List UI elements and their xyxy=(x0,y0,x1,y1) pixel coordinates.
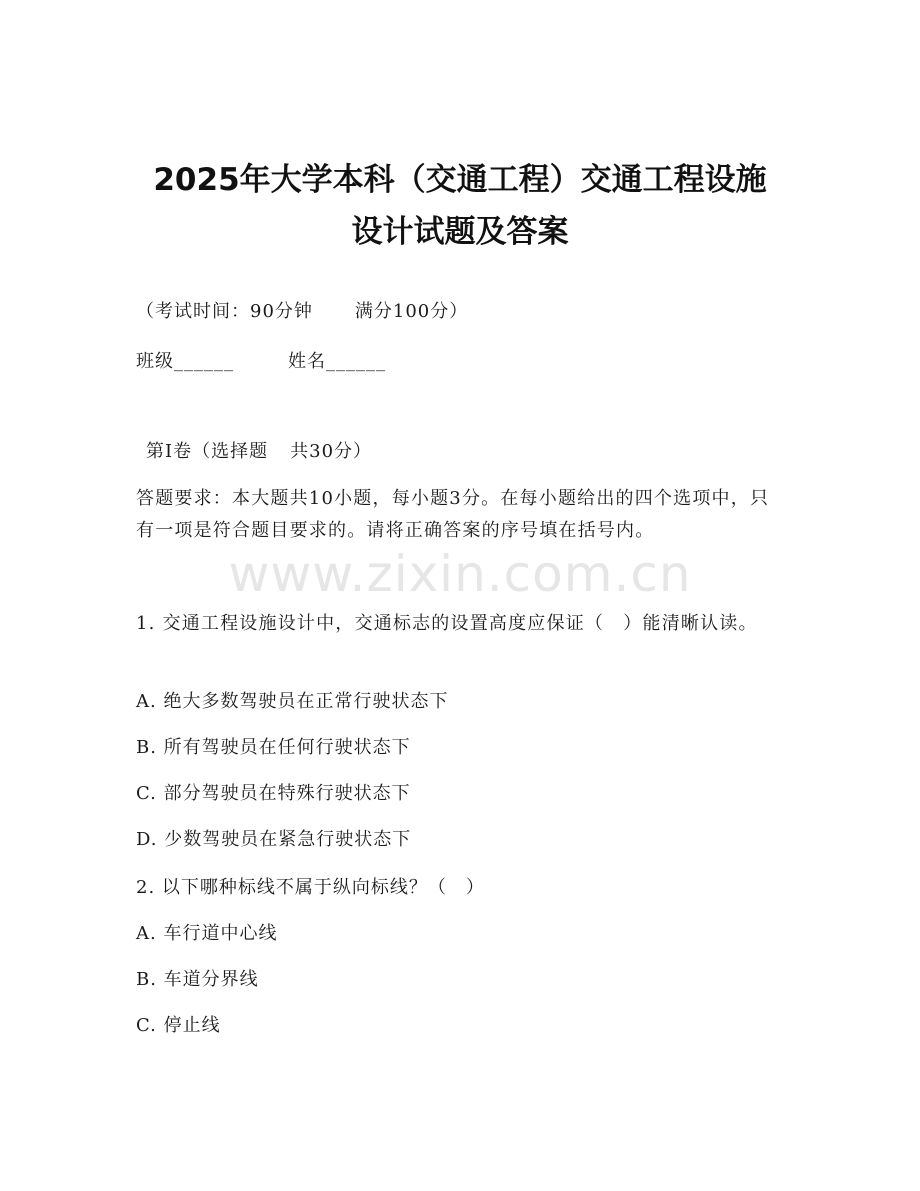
section-heading xyxy=(146,438,372,466)
section-title: 第I卷（选择题 xyxy=(146,441,269,462)
title-line-1: 2025年大学本科（交通工程）交通工程设施 xyxy=(153,162,767,198)
exam-info xyxy=(136,298,468,326)
question-2-option-b: B. 车道分界线 xyxy=(136,969,259,990)
class-field-label: 班级______ xyxy=(136,351,234,372)
question-1-option-b: B. 所有驾驶员在任何行驶状态下 xyxy=(136,737,411,758)
student-info xyxy=(136,348,386,376)
page-title xyxy=(100,154,820,258)
question-1-option-c: C. 部分驾驶员在特殊行驶状态下 xyxy=(136,783,411,804)
question-2-option-c: C. 停止线 xyxy=(136,1015,221,1036)
exam-full-score: 满分100分） xyxy=(354,301,469,322)
title-line-2: 设计试题及答案 xyxy=(351,214,569,250)
question-2-option-a: A. 车行道中心线 xyxy=(136,923,278,944)
section-points: 共30分） xyxy=(290,441,373,462)
question-1-option-a: A. 绝大多数驾驶员在正常行驶状态下 xyxy=(136,691,449,712)
instructions: 答题要求：本大题共10小题，每小题3分。在每小题给出的四个选项中，只有一项是符合题目要求的。请将正确答案的序号填在括号内。 xyxy=(136,488,770,541)
exam-time: （考试时间：90分钟 xyxy=(136,301,313,322)
watermark: www.zixin.com.cn xyxy=(228,545,692,603)
question-1-stem: 1. 交通工程设施设计中，交通标志的设置高度应保证（ ）能清晰认读。 xyxy=(136,613,758,634)
question-2-stem: 2. 以下哪种标线不属于纵向标线？（ ） xyxy=(136,877,485,898)
question-1-option-d: D. 少数驾驶员在紧急行驶状态下 xyxy=(136,829,412,850)
name-field-label: 姓名______ xyxy=(288,351,386,372)
